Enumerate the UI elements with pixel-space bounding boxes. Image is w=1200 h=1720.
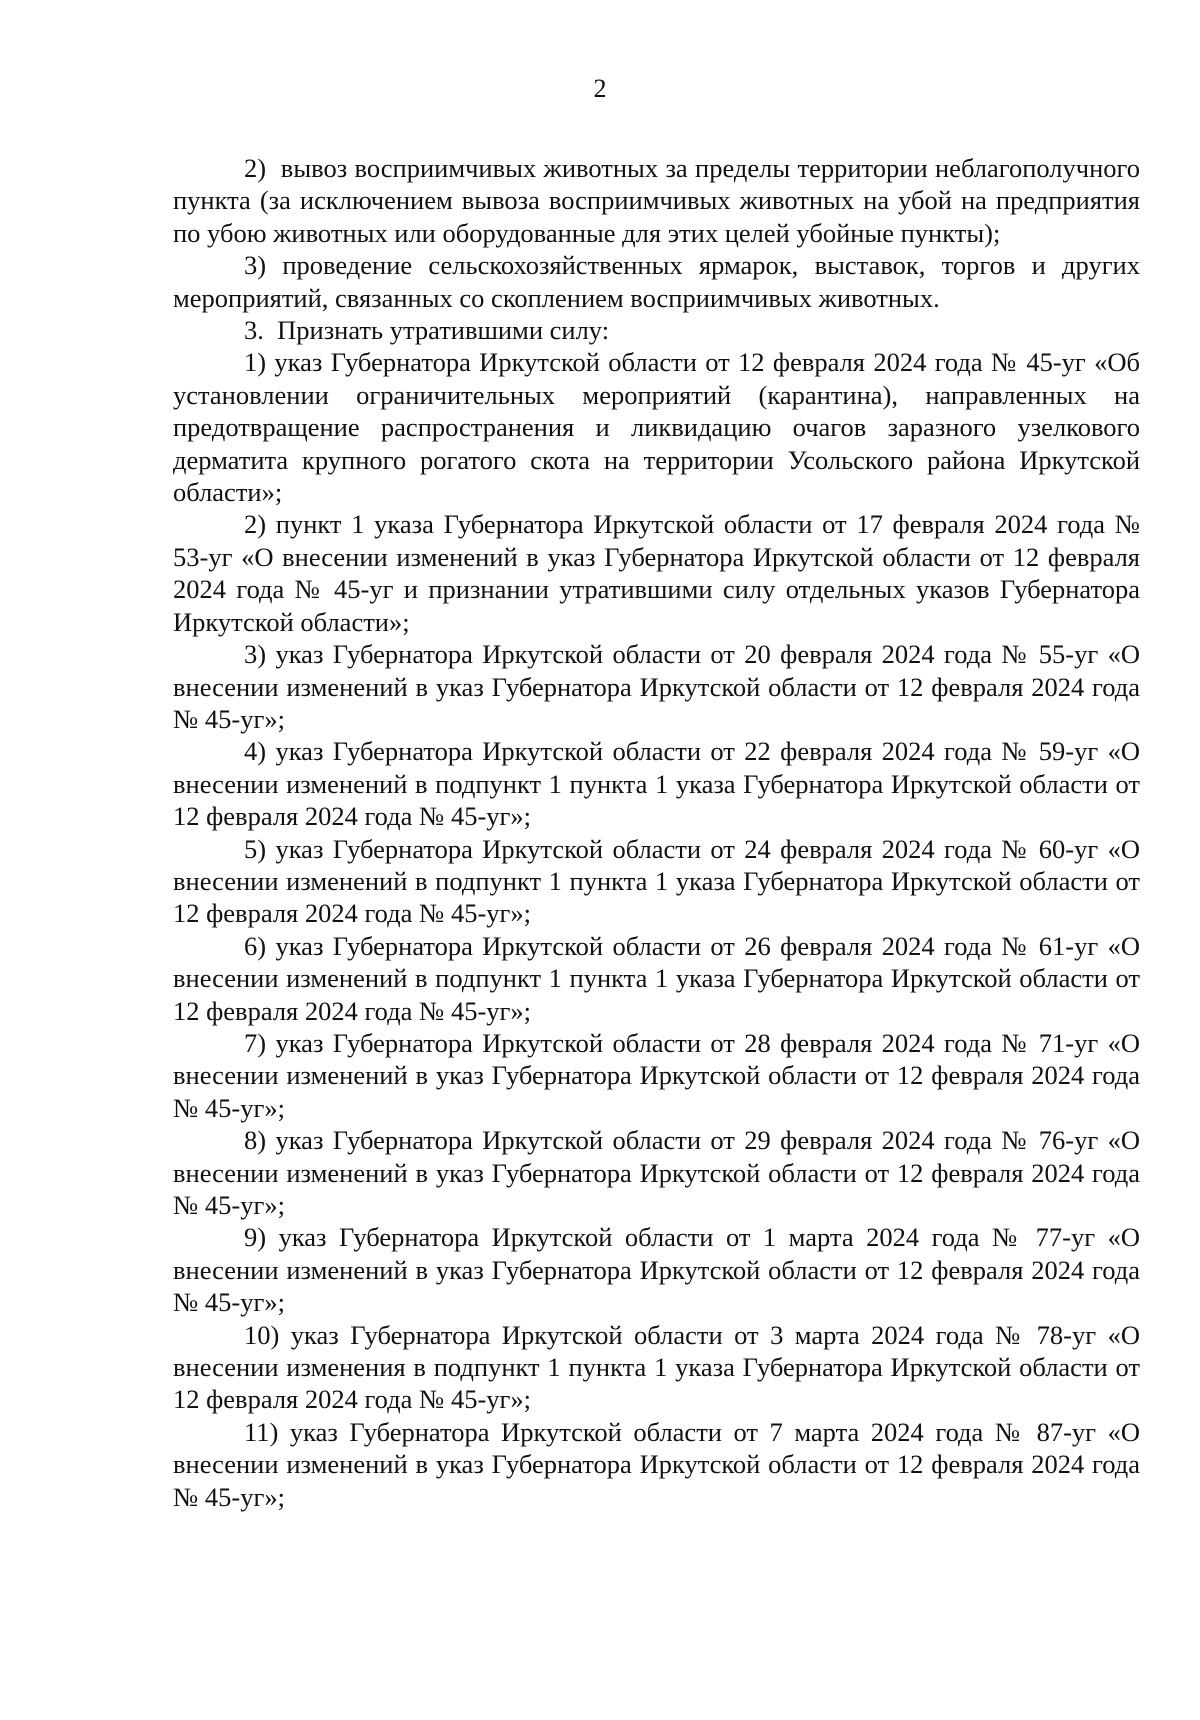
repeal-item-10: 10) указ Губернатора Иркутской области от 3 марта 2024 года № 78-уг «О внесении изменения в подпункт 1 пункта 1 указа Губернатора Иркутской области от 12 февраля 2024 года № 45-уг»; bbox=[173, 1319, 1140, 1415]
repeal-item-6: 6) указ Губернатора Иркутской области от 26 февраля 2024 года № 61-уг «О внесении изменений в подпункт 1 пункта 1 указа Губернатора Иркутской области от 12 февраля 2024 года № 45-уг»; bbox=[173, 930, 1140, 1026]
repeal-item-2: 2) пункт 1 указа Губернатора Иркутской области от 17 февраля 2024 года № 53-уг «О внесении изменений в указ Губернатора Иркутской области от 12 февраля 2024 года № 45-уг и признании утратившими силу отдельных указов Губернатора Иркутской области»; bbox=[173, 509, 1140, 637]
repeal-item-8: 8) указ Губернатора Иркутской области от 29 февраля 2024 года № 76-уг «О внесении изменений в указ Губернатора Иркутской области от 12 февраля 2024 года № 45-уг»; bbox=[173, 1125, 1140, 1220]
paragraph-item-3-repeal: 3. Признать утратившими силу: bbox=[244, 315, 610, 346]
repeal-item-3: 3) указ Губернатора Иркутской области от 20 февраля 2024 года № 55-уг «О внесении изменений в указ Губернатора Иркутской области от 12 февраля 2024 года № 45-уг»; bbox=[173, 639, 1140, 734]
paragraph-subitem-3-fairs-ban: 3) проведение сельскохозяйственных ярмарок, выставок, торгов и других мероприятий, связанных со скоплением восприимчивых животных. bbox=[173, 250, 1140, 313]
repeal-item-7: 7) указ Губернатора Иркутской области от 28 февраля 2024 года № 71-уг «О внесении изменений в указ Губернатора Иркутской области от 12 февраля 2024 года № 45-уг»; bbox=[173, 1027, 1140, 1123]
repeal-item-9: 9) указ Губернатора Иркутской области от 1 марта 2024 года № 77-уг «О внесении изменений в указ Губернатора Иркутской области от 12 февраля 2024 года № 45-уг»; bbox=[173, 1222, 1140, 1318]
page-number: 2 bbox=[593, 74, 607, 103]
paragraph-subitem-2-export-ban: 2) вывоз восприимчивых животных за пределы территории неблагополучного пункта (за исключением вывоза восприимчивых животных на убой на предприятия по убою животных или оборудованные для этих целей убойные пункты); bbox=[173, 153, 1140, 248]
repeal-item-11: 11) указ Губернатора Иркутской области от 7 марта 2024 года № 87-уг «О внесении изменений в указ Губернатора Иркутской области от 12 февраля 2024 года № 45-уг»; bbox=[173, 1416, 1140, 1512]
repeal-item-1: 1) указ Губернатора Иркутской области от 12 февраля 2024 года № 45-уг «Об установлении ограничительных мероприятий (карантина), направленных на предотвращение распространения и ликвидацию очагов заразного узелкового дерматита крупного рогатого скота на территории Усольского района Иркутской области»; bbox=[173, 347, 1140, 508]
document-body bbox=[173, 152, 1140, 1513]
repeal-item-5: 5) указ Губернатора Иркутской области от 24 февраля 2024 года № 60-уг «О внесении изменений в подпункт 1 пункта 1 указа Губернатора Иркутской области от 12 февраля 2024 года № 45-уг»; bbox=[173, 833, 1140, 929]
repeal-item-4: 4) указ Губернатора Иркутской области от 22 февраля 2024 года № 59-уг «О внесении изменений в подпункт 1 пункта 1 указа Губернатора Иркутской области от 12 февраля 2024 года № 45-уг»; bbox=[173, 736, 1140, 832]
